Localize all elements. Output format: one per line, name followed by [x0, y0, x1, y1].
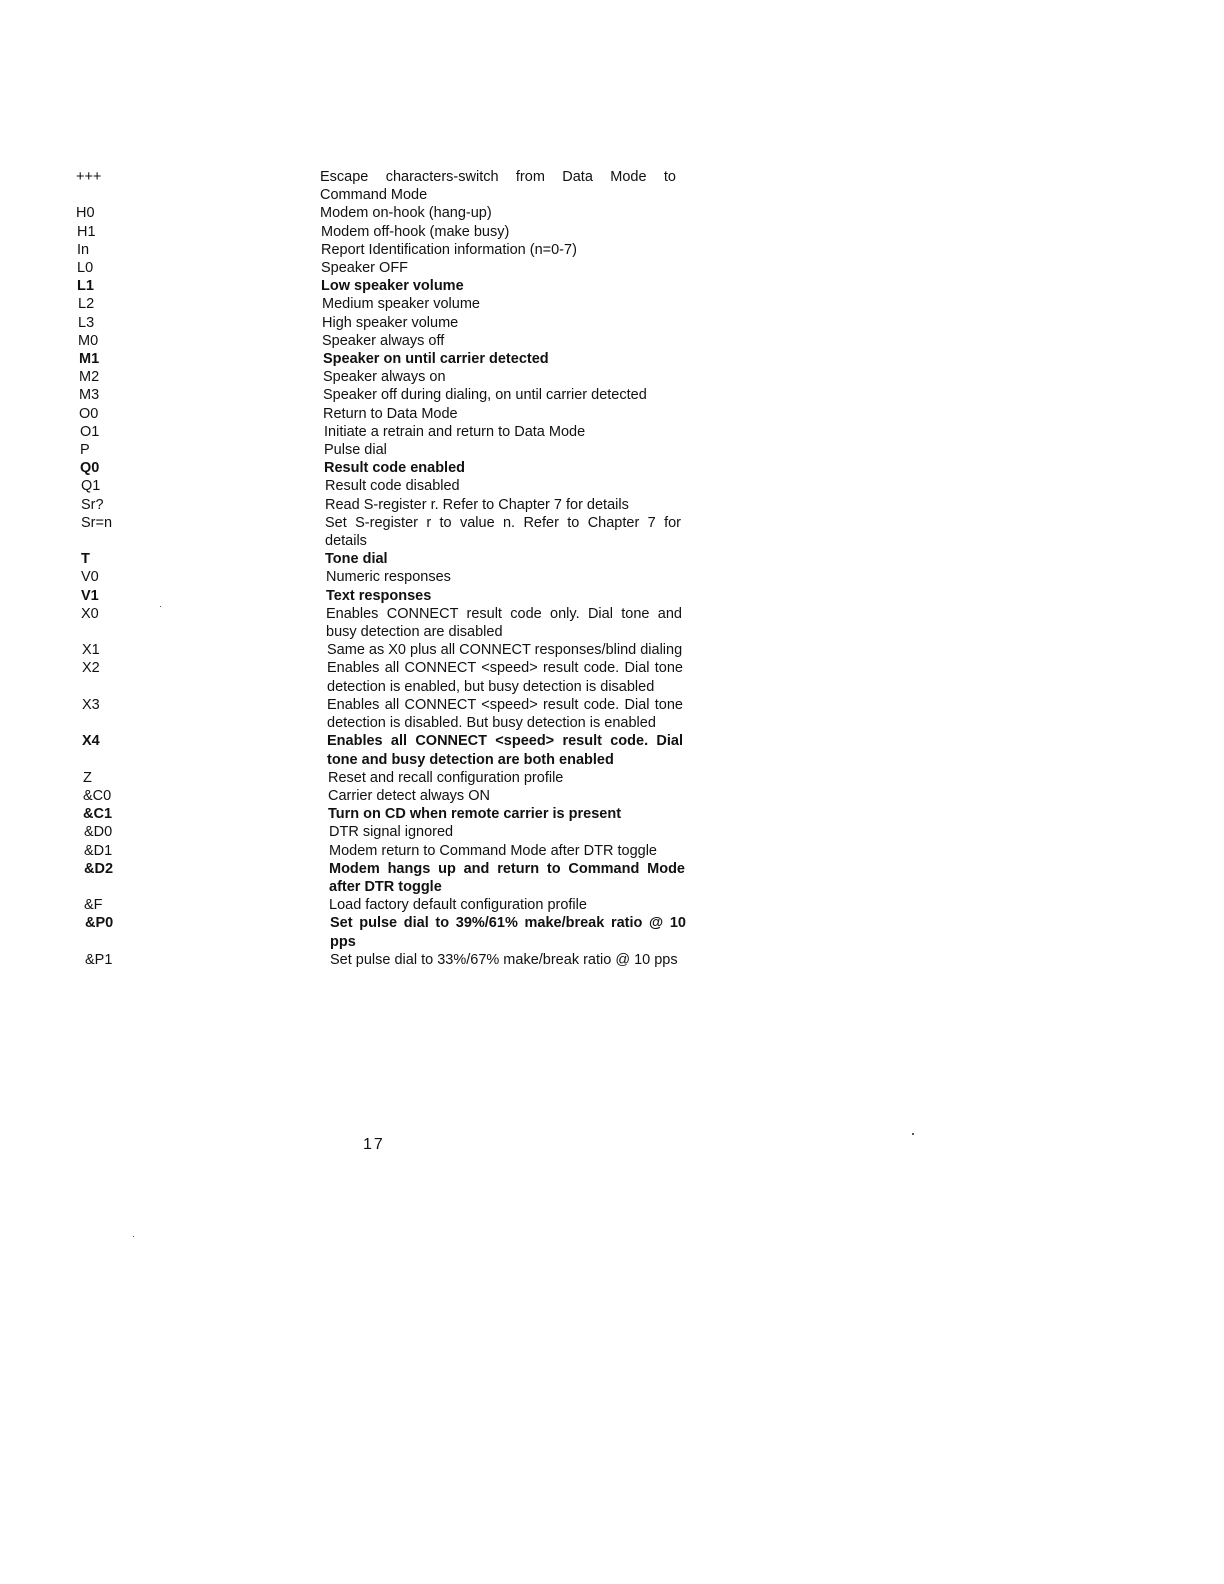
- command-code: L0: [77, 260, 94, 277]
- command-code: H0: [76, 205, 95, 222]
- command-row: [0, 842, 1224, 860]
- command-row: [0, 896, 1224, 914]
- command-description: Result code enabled: [324, 460, 466, 477]
- command-row: [0, 696, 1224, 732]
- command-code: &D1: [84, 842, 113, 859]
- command-description: Enables all CONNECT <speed> result code. Dial tone and busy detection are both enabled: [327, 733, 683, 768]
- command-row: [0, 295, 1224, 313]
- command-code: Q1: [81, 478, 101, 495]
- command-description: Pulse dial: [324, 442, 387, 459]
- command-description: Read S-register r. Refer to Chapter 7 for details: [325, 496, 629, 513]
- command-code: X1: [82, 642, 100, 659]
- command-row: [0, 459, 1224, 477]
- command-row: [0, 605, 1224, 641]
- command-description: Set pulse dial to 39%/61% make/break ratio @ 10 pps: [330, 915, 686, 950]
- command-row: [0, 423, 1224, 441]
- command-row: [0, 277, 1224, 295]
- command-description: Escape characters-switch from Data Mode to Command Mode: [320, 169, 676, 204]
- command-code: O0: [79, 405, 99, 422]
- command-row: [0, 314, 1224, 332]
- command-description: Modem on-hook (hang-up): [320, 205, 492, 222]
- command-description: Report Identification information (n=0-7): [321, 241, 577, 258]
- command-description: Speaker off during dialing, on until carrier detected: [323, 387, 647, 404]
- command-code: &P0: [85, 915, 114, 932]
- command-code: T: [81, 551, 90, 568]
- command-description: Medium speaker volume: [322, 296, 480, 313]
- command-description: Carrier detect always ON: [328, 787, 490, 804]
- scan-speck: [133, 1236, 134, 1237]
- command-description: Set S-register r to value n. Refer to Chapter 7 for details: [325, 514, 681, 550]
- command-row: [0, 568, 1224, 586]
- command-description: Modem return to Command Mode after DTR toggle: [329, 842, 657, 859]
- command-description: Enables CONNECT result code only. Dial tone and busy detection are disabled: [326, 605, 682, 641]
- command-description: Result code disabled: [325, 478, 460, 495]
- command-code: M0: [78, 332, 99, 349]
- command-row: [0, 587, 1224, 605]
- command-description: Enables all CONNECT <speed> result code. Dial tone detection is disabled. But busy detection is enabled: [327, 696, 683, 732]
- command-description: Enables all CONNECT <speed> result code. Dial tone detection is enabled, but busy detection is disabled: [327, 660, 683, 695]
- command-code: X0: [81, 605, 99, 622]
- command-code: &D0: [84, 824, 113, 841]
- command-code: O1: [80, 423, 100, 440]
- command-description: Text responses: [326, 587, 432, 604]
- command-description: Turn on CD when remote carrier is present: [328, 806, 622, 823]
- command-code: X4: [82, 733, 100, 750]
- command-row: [0, 805, 1224, 823]
- command-code: L2: [78, 296, 95, 313]
- command-row: [0, 496, 1224, 514]
- command-code: &P1: [85, 951, 113, 968]
- command-row: [0, 514, 1224, 550]
- command-row: [0, 259, 1224, 277]
- command-row: [0, 550, 1224, 568]
- command-row: [0, 951, 1224, 969]
- command-code: &C1: [83, 806, 113, 823]
- command-code: Sr=n: [81, 514, 113, 531]
- command-code: M3: [79, 387, 100, 404]
- command-row: [0, 204, 1224, 222]
- scan-speck: [912, 1133, 914, 1135]
- command-description: Return to Data Mode: [323, 405, 458, 422]
- command-description: Speaker always on: [323, 369, 446, 386]
- command-description: Speaker on until carrier detected: [323, 351, 549, 368]
- command-description: High speaker volume: [322, 314, 459, 331]
- command-description: Same as X0 plus all CONNECT responses/blind dialing: [327, 642, 683, 659]
- command-description: Modem hangs up and return to Command Mode after DTR toggle: [329, 860, 685, 895]
- command-row: [0, 641, 1224, 659]
- command-code: &D2: [84, 860, 114, 877]
- command-code: Sr?: [81, 496, 104, 513]
- command-description: Set pulse dial to 33%/67% make/break ratio @ 10 pps: [330, 951, 678, 968]
- command-description: Numeric responses: [326, 569, 451, 586]
- command-row: [0, 732, 1224, 768]
- command-code: +++: [76, 169, 102, 185]
- command-row: [0, 332, 1224, 350]
- command-code: &C0: [83, 787, 112, 804]
- command-code: L1: [77, 278, 94, 295]
- command-code: X3: [82, 696, 100, 713]
- command-code: M1: [79, 351, 100, 368]
- command-row: [0, 386, 1224, 404]
- command-code: Z: [83, 769, 92, 786]
- page-number: 17: [363, 1136, 385, 1153]
- command-description: Reset and recall configuration profile: [328, 769, 564, 786]
- command-description: Tone dial: [325, 551, 388, 568]
- command-row: [0, 241, 1224, 259]
- command-description: Speaker always off: [322, 332, 445, 349]
- command-description: Modem off-hook (make busy): [321, 223, 510, 240]
- command-row: [0, 368, 1224, 386]
- command-row: [0, 659, 1224, 695]
- command-row: [0, 405, 1224, 423]
- command-code: &F: [84, 897, 103, 914]
- scan-speck: [160, 606, 161, 607]
- command-code: V1: [81, 587, 99, 604]
- command-code: L3: [78, 314, 95, 331]
- command-code: V0: [81, 569, 99, 586]
- command-row: [0, 823, 1224, 841]
- command-description: Load factory default configuration profile: [329, 897, 587, 914]
- command-description: Speaker OFF: [321, 260, 409, 277]
- command-code: P: [80, 442, 90, 459]
- command-row: [0, 860, 1224, 896]
- command-row: [0, 223, 1224, 241]
- command-code: H1: [77, 223, 96, 240]
- command-row: [0, 769, 1224, 787]
- command-row: [0, 441, 1224, 459]
- command-row: [0, 787, 1224, 805]
- command-description: Low speaker volume: [321, 278, 464, 295]
- command-description: Initiate a retrain and return to Data Mode: [324, 423, 586, 440]
- command-code: Q0: [80, 460, 100, 477]
- command-row: [0, 914, 1224, 950]
- command-row: [0, 168, 1224, 204]
- command-table: [0, 168, 1224, 969]
- command-code: M2: [79, 369, 100, 386]
- command-row: [0, 350, 1224, 368]
- command-code: X2: [82, 660, 100, 677]
- command-code: In: [77, 241, 90, 258]
- command-description: DTR signal ignored: [329, 824, 454, 841]
- command-row: [0, 477, 1224, 495]
